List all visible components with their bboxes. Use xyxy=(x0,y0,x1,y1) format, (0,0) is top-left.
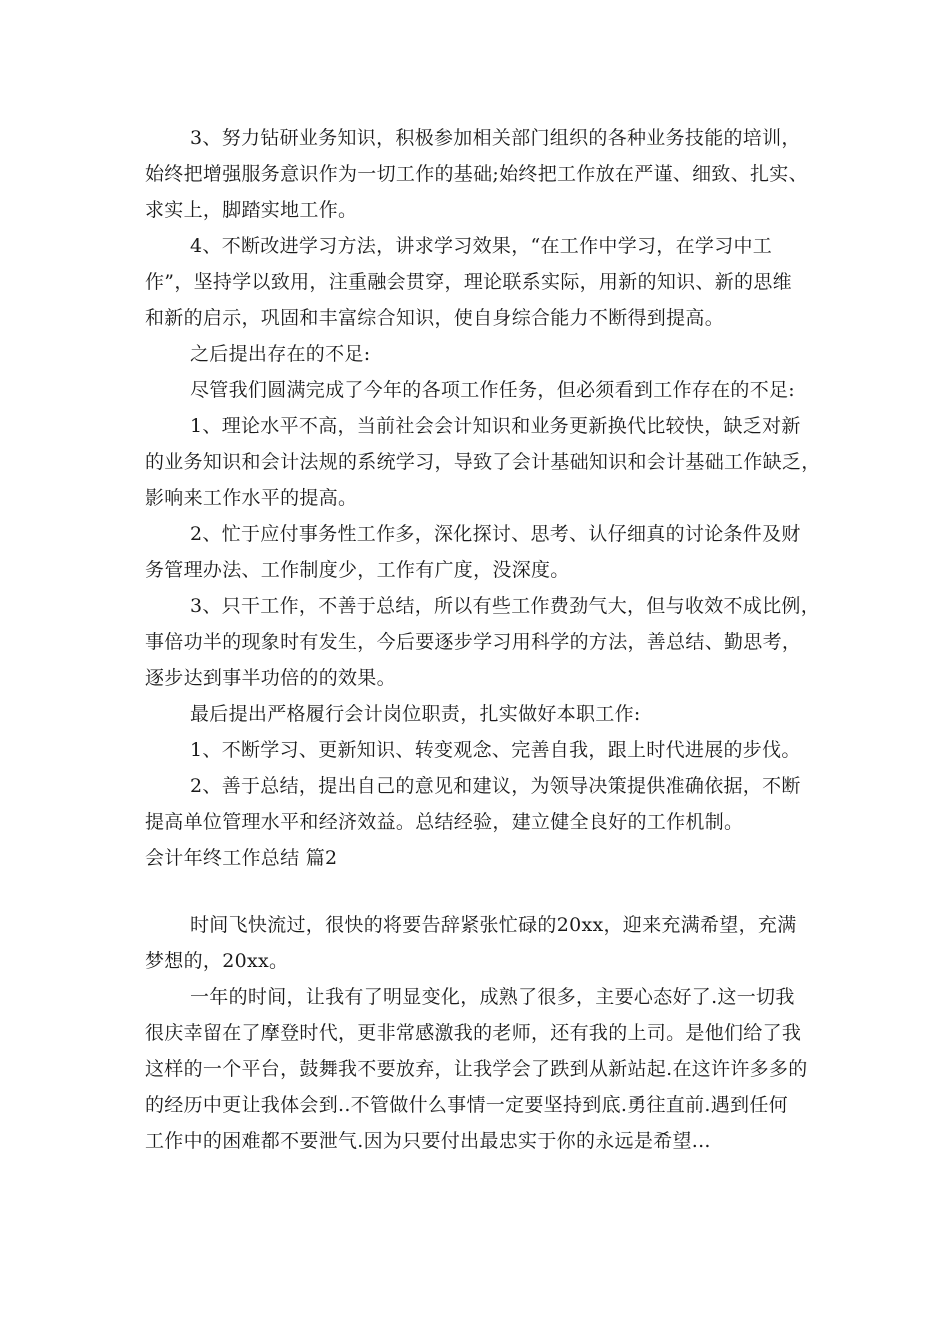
paragraph-line: 梦想的，20xx。 xyxy=(145,950,289,972)
paragraph-line: 一年的时间，让我有了明显变化，成熟了很多，主要心态好了.这一切我 xyxy=(190,986,795,1008)
paragraph-line: 工作中的困难都不要泄气.因为只要付出最忠实于你的永远是希望... xyxy=(145,1130,711,1152)
paragraph-line: 1、理论水平不高，当前社会会计知识和业务更新换代比较快，缺乏对新 xyxy=(190,415,801,437)
paragraph-line: 这样的一个平台，鼓舞我不要放弃，让我学会了跌到从新站起.在这许许多多的 xyxy=(145,1058,808,1080)
section-heading: 会计年终工作总结 篇2 xyxy=(145,847,338,869)
paragraph-line: 作”，坚持学以致用，注重融会贯穿，理论联系实际，用新的知识、新的思维 xyxy=(145,271,792,293)
paragraph-line: 逐步达到事半功倍的的效果。 xyxy=(145,667,396,689)
paragraph-line: 2、忙于应付事务性工作多，深化探讨、思考、认仔细真的讨论条件及财 xyxy=(190,523,801,545)
paragraph-line: 和新的启示，巩固和丰富综合知识，使自身综合能力不断得到提高。 xyxy=(145,307,725,329)
paragraph-line: 1、不断学习、更新知识、转变观念、完善自我，跟上时代进展的步伐。 xyxy=(190,739,801,761)
paragraph-line: 之后提出存在的不足: xyxy=(190,343,371,365)
paragraph-line: 尽管我们圆满完成了今年的各项工作任务，但必须看到工作存在的不足: xyxy=(190,379,796,401)
paragraph-line: 影响来工作水平的提高。 xyxy=(145,487,358,509)
paragraph-line: 求实上，脚踏实地工作。 xyxy=(145,199,358,221)
paragraph-line: 务管理办法、工作制度少，工作有广度，没深度。 xyxy=(145,559,570,581)
paragraph-line: 3、只干工作，不善于总结，所以有些工作费劲气大，但与收效不成比例， xyxy=(190,595,820,617)
paragraph-line: 的经历中更让我体会到..不管做什么事情一定要坚持到底.勇往直前.遇到任何 xyxy=(145,1094,788,1116)
paragraph-line: 事倍功半的现象时有发生，今后要逐步学习用科学的方法，善总结、勤思考， xyxy=(145,631,802,653)
paragraph-line: 始终把增强服务意识作为一切工作的基础;始终把工作放在严谨、细致、扎实、 xyxy=(145,163,808,185)
paragraph-line: 最后提出严格履行会计岗位职责，扎实做好本职工作: xyxy=(190,703,641,725)
paragraph-line: 3、努力钻研业务知识，积极参加相关部门组织的各种业务技能的培训， xyxy=(190,127,801,149)
paragraph-line: 很庆幸留在了摩登时代，更非常感激我的老师，还有我的上司。是他们给了我 xyxy=(145,1022,802,1044)
paragraph-line: 提高单位管理水平和经济效益。总结经验，建立健全良好的工作机制。 xyxy=(145,811,744,833)
paragraph-line: 的业务知识和会计法规的系统学习，导致了会计基础知识和会计基础工作缺乏， xyxy=(145,451,821,473)
paragraph-line: 2、善于总结，提出自己的意见和建议，为领导决策提供准确依据，不断 xyxy=(190,775,801,797)
paragraph-line: 4、不断改进学习方法，讲求学习效果，“在工作中学习，在学习中工 xyxy=(190,235,773,257)
paragraph-line: 时间飞快流过，很快的将要告辞紧张忙碌的20xx，迎来充满希望，充满 xyxy=(190,914,797,936)
